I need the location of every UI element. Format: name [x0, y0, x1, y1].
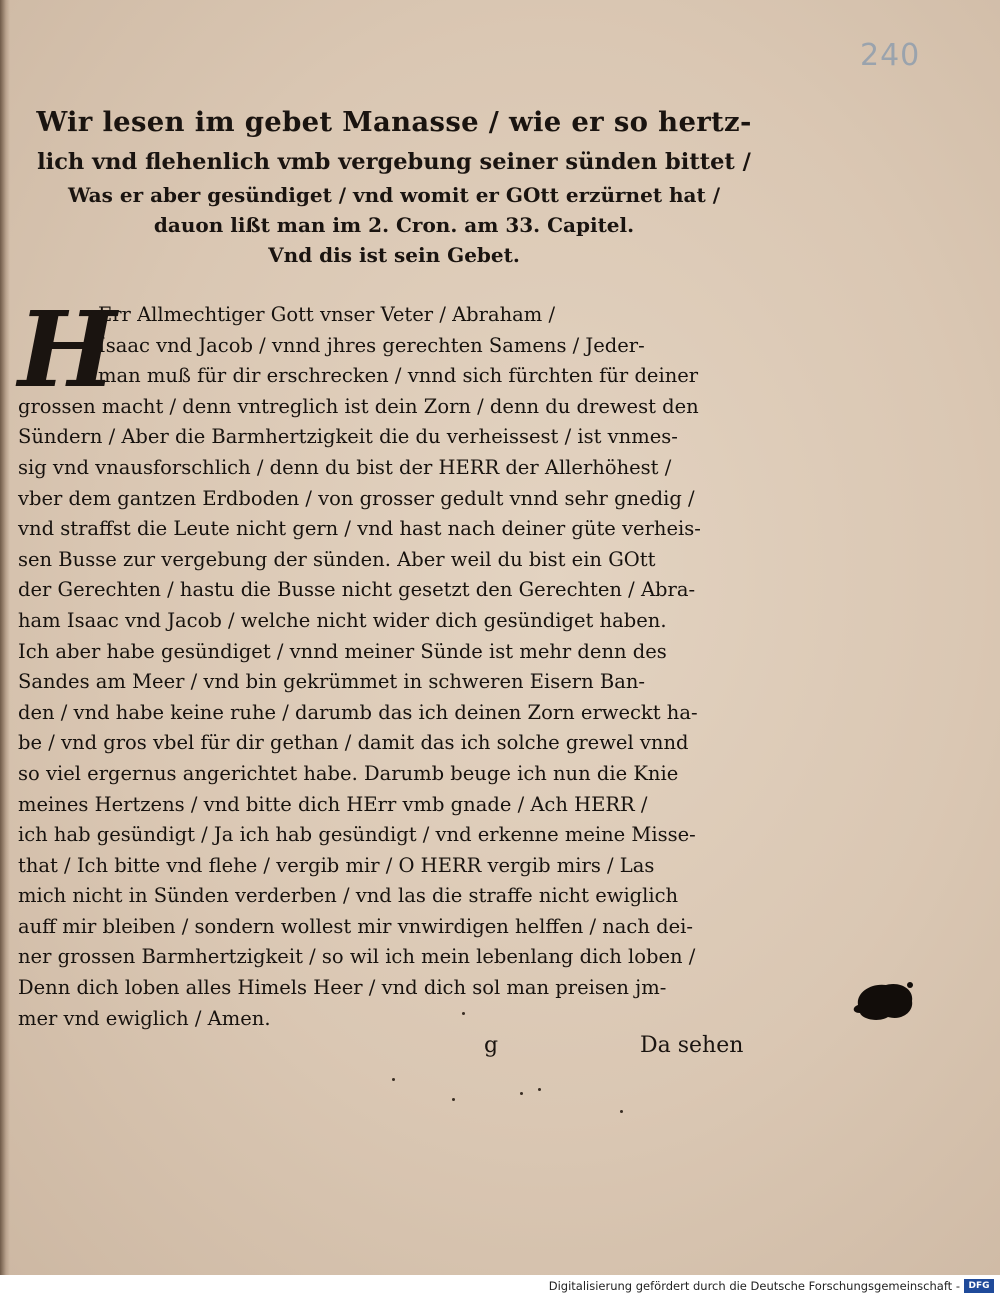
text-line: sen Busse zur vergebung der sünden. Aber weil du bist ein GOtt: [18, 547, 656, 571]
dfg-logo: DFG: [964, 1279, 994, 1293]
heading-line-2: lich vnd flehenlich vmb vergebung seiner sünden bittet /: [37, 149, 751, 175]
text-line: auff mir bleiben / sondern wollest mir vnwirdigen helffen / nach dei-: [18, 914, 693, 938]
ink-blot: [848, 975, 918, 1027]
folio-number: 240: [860, 38, 921, 73]
heading-line-3: Was er aber gesündiget / vnd womit er GOtt erzürnet hat /: [67, 183, 721, 207]
page-edge: [0, 0, 10, 1275]
text-line: Isaac vnd Jacob / vnnd jhres gerechten Samens / Jeder-: [98, 333, 645, 357]
text-line: Ich aber habe gesündiget / vnnd meiner Sünde ist mehr denn des: [18, 639, 667, 663]
heading-line-1: Wir lesen im gebet Manasse / wie er so hertz-: [36, 106, 752, 138]
text-line: vnd straffst die Leute nicht gern / vnd hast nach deiner güte verheis-: [18, 517, 701, 541]
text-line: sig vnd vnausforschlich / denn du bist der HERR der Allerhöhest /: [18, 455, 672, 479]
text-line: that / Ich bitte vnd flehe / vergib mir / O HERR vergib mirs / Las: [18, 853, 655, 877]
text-line: vber dem gantzen Erdboden / von grosser gedult vnnd sehr gnedig /: [18, 486, 695, 510]
text-line: Err Allmechtiger Gott vnser Veter / Abraham /: [98, 303, 556, 326]
text-line: meines Hertzens / vnd bitte dich HErr vmb gnade / Ach HERR /: [18, 792, 648, 816]
signature-mark: g: [484, 1033, 499, 1058]
text-line: ich hab gesündigt / Ja ich hab gesündigt / vnd erkenne meine Misse-: [18, 823, 696, 847]
text-line: Denn dich loben alles Himels Heer / vnd dich sol man preisen jm-: [18, 976, 667, 1000]
heading-line-4: dauon lißt man im 2. Cron. am 33. Capitel.: [153, 213, 635, 237]
chapter-heading: [34, 100, 754, 270]
text-line: Sündern / Aber die Barmhertzigkeit die du verheissest / ist vnmes-: [18, 425, 678, 449]
text-line: man muß für dir erschrecken / vnnd sich fürchten für deiner: [98, 364, 699, 388]
text-line: mer vnd ewiglich / Amen.: [18, 1006, 271, 1030]
text-line: den / vnd habe keine ruhe / darumb das ich deinen Zorn erweckt ha-: [18, 700, 698, 724]
digitization-footer: [0, 1275, 1000, 1297]
text-line: ner grossen Barmhertzigkeit / so wil ich mein lebenlang dich loben /: [18, 945, 696, 969]
funding-note: Digitalisierung gefördert durch die Deutsche Forschungsgemeinschaft -: [548, 1279, 960, 1293]
text-line: der Gerechten / hastu die Busse nicht gesetzt den Gerechten / Abra-: [18, 578, 696, 602]
heading-line-5: Vnd dis ist sein Gebet.: [268, 243, 520, 267]
drop-capital: H: [18, 288, 117, 411]
text-line: ham Isaac vnd Jacob / welche nicht wider dich gesündiget haben.: [18, 608, 667, 632]
prayer-text: [18, 288, 748, 1034]
text-line: so viel ergernus angerichtet habe. Darumb beuge ich nun die Knie: [18, 761, 679, 785]
text-line: mich nicht in Sünden verderben / vnd las die straffe nicht ewiglich: [18, 884, 679, 908]
text-line: be / vnd gros vbel für dir gethan / damit das ich solche grewel vnnd: [18, 731, 689, 755]
catchword: Da sehen: [640, 1033, 744, 1058]
page-foot: [0, 1025, 1000, 1065]
text-line: grossen macht / denn vntreglich ist dein Zorn / denn du drewest den: [18, 394, 699, 418]
text-line: Sandes am Meer / vnd bin gekrümmet in schweren Eisern Ban-: [18, 670, 645, 694]
